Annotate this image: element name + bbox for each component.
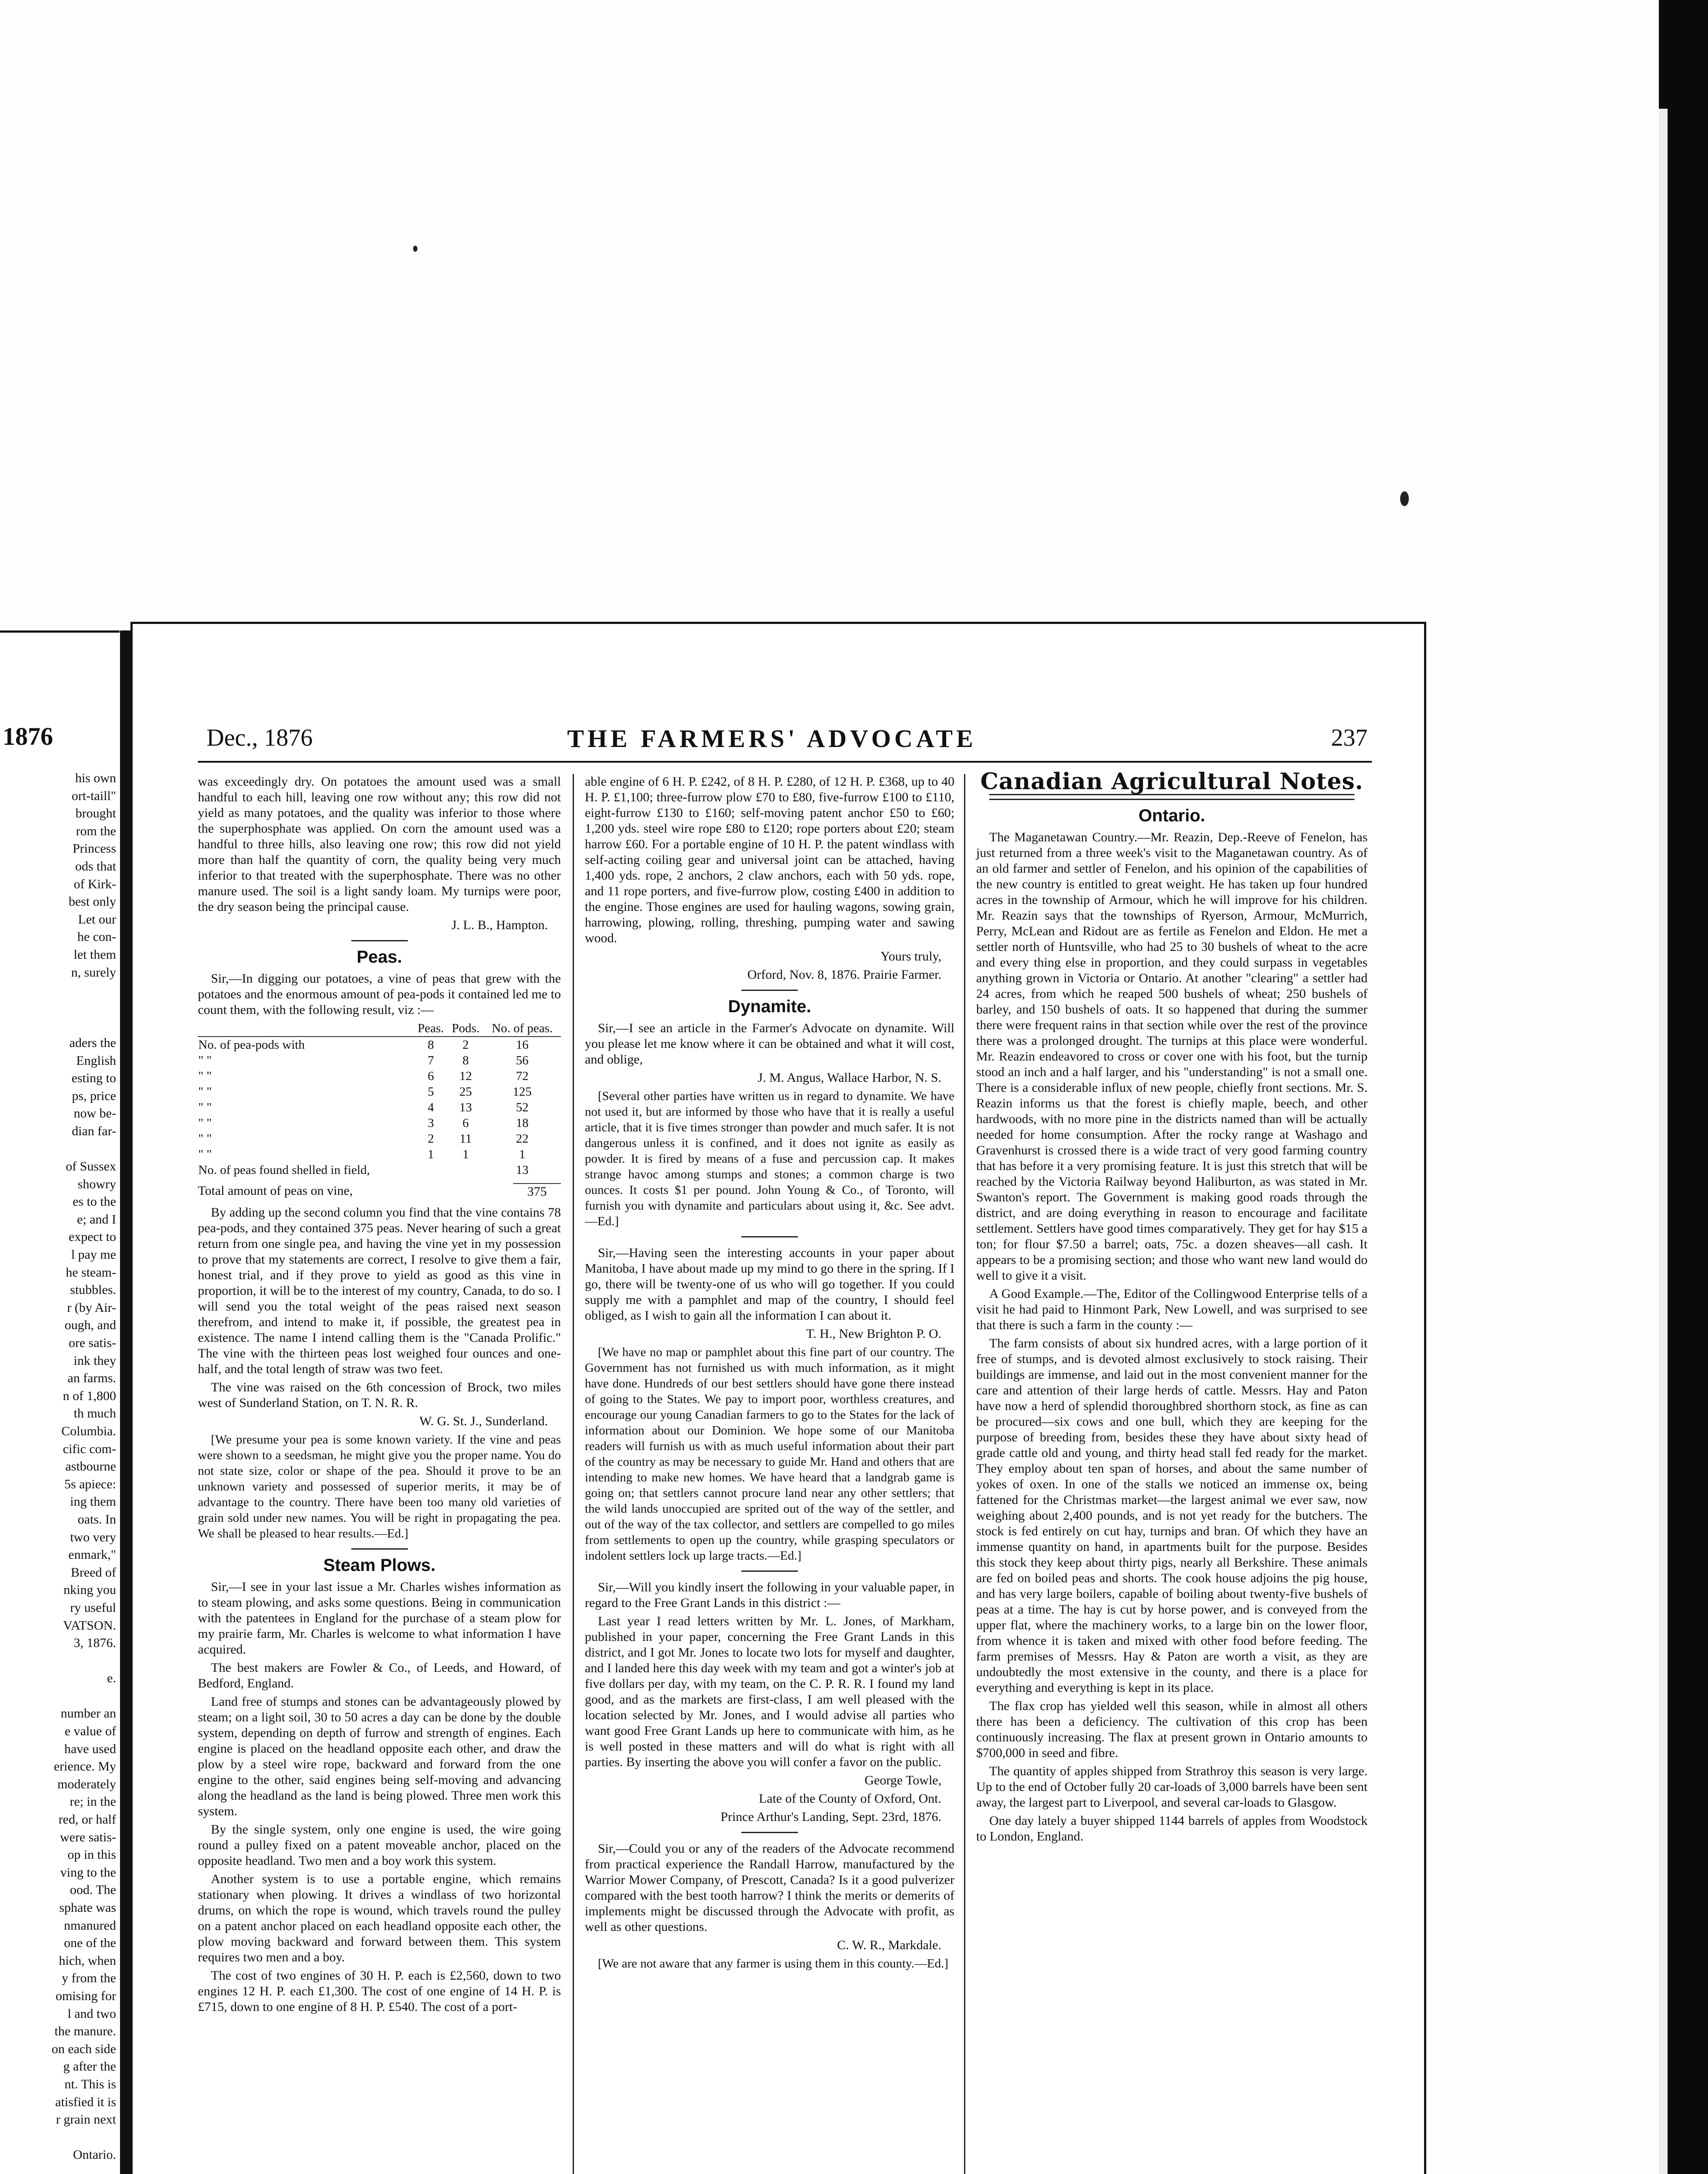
- section-title: Canadian Agricultural Notes.: [980, 768, 1364, 795]
- header-page-number: 237: [1331, 724, 1368, 751]
- text-line: best only: [68, 894, 116, 909]
- table-cell: " ": [198, 1132, 212, 1146]
- table-cell: " ": [198, 1054, 212, 1067]
- table-cell: 13: [516, 1163, 529, 1177]
- table-cell: " ": [198, 1116, 212, 1130]
- text-line: 3, 1876.: [73, 1636, 116, 1651]
- text-line: y from the: [62, 1971, 116, 1986]
- text-line: n of 1,800: [63, 1388, 116, 1403]
- previous-page-fragment: [0, 630, 120, 2174]
- article-paragraph: One day lately a buyer shipped 1144 barrels of apples from Woodstock to London, England.: [976, 1814, 1368, 1844]
- signature: J. M. Angus, Wallace Harbor, N. S.: [757, 1070, 941, 1085]
- speck: [1400, 491, 1409, 506]
- editor-note: [We are not aware that any farmer is using them in this county.—Ed.]: [598, 1957, 948, 1971]
- table-cell: [448, 1162, 484, 1178]
- table-row: [198, 1131, 561, 1147]
- text-line: atisfied it is: [55, 2094, 116, 2109]
- text-line: [5, 1687, 116, 1705]
- table-cell: " ": [198, 1085, 212, 1099]
- text-line: Princess: [73, 841, 116, 856]
- article-paragraph: By the single system, only one engine is used, the wire going round a pulley fixed on a patent moveable anchor, placed on the opposite headland. Two men and a boy work this system.: [198, 1822, 561, 1868]
- text-line: showry: [77, 1177, 116, 1191]
- signature: Orford, Nov. 8, 1876. Prairie Farmer.: [747, 967, 941, 982]
- letter-paragraph: Last year I read letters written by Mr. L. Jones, of Markham, published in your paper, concerning the Free Grant Lands in this district, and I got Mr. Jones to locate two lots for myself and daughter, and I landed here this day week with my team and got a winter's job at five dollars per day, with my team, on the C. P. R. R. I found my land good, and as the markets are first-class, I am well pleased with the location selected by Mr. Jones, and I would advise all parties who want good Free Grant Lands up here to communicate with him, as he is well posted in these matters and will do what is right with all parties. By inserting the above you will confer a favor on the public.: [585, 1614, 954, 1769]
- table-cell: " ": [198, 1100, 212, 1114]
- article-paragraph: By adding up the second column you find that the vine contains 78 pea-pods, and they contained 375 peas. Never hearing of such a great return from one single pea, and having the vine yet in my possession to prove that my statements are correct, I resolve to give them a fair, honest trial, and if they prove to yield as good as this vine in proportion, it will be to the interest of my country, Canada, to do so. I will send you the total weight of the peas raised next season therefrom, and intend to make it, if possible, the greatest pea in existence. The name I intend calling them is the "Canada Prolific." The vine with the thirteen peas lost weighed four ounces and one-half, and the total length of straw was two feet.: [198, 1205, 561, 1376]
- article-paragraph: The flax crop has yielded well this season, while in almost all others there has been a deficiency. The cultivation of this crop has been continuously increasing. The flax at present grown in Ontario amounts to $700,000 in seed and fibre.: [976, 1699, 1368, 1760]
- table-cell: 72: [516, 1069, 529, 1083]
- table-cell: [414, 1162, 448, 1178]
- header-title: THE FARMERS' ADVOCATE: [567, 724, 977, 753]
- article-continuation: was exceedingly dry. On potatoes the amount used was a small handful to each hill, leaving one row without any; this row did not yield as many potatoes, and the quality was inferior to those where the superphosphate was applied. On corn the amount used was a handful to three hills, also leaving one row; this row did not yield more than half the quantity of corn, the quality being very much inferior to that treated with the superphosphate. There was no other manure used. The soil is a light sandy loam. My turnips were poor, the dry season being the principal cause.: [198, 774, 561, 914]
- text-line: nt. This is: [64, 2077, 116, 2091]
- text-line: esting to: [71, 1071, 116, 1086]
- article-paragraph: A Good Example.—The, Editor of the Collingwood Enterprise tells of a visit he had paid to Hinmont Park, New Lowell, and was surprised to see that there is such a farm in the county :—: [976, 1287, 1368, 1332]
- article-paragraph: The cost of two engines of 30 H. P. each is £2,560, down to two engines 12 H. P. each £1,300. The cost of one engine of 14 H. P. is £715, down to one engine of 8 H. P. £540. The cost of a port-: [198, 1968, 561, 2014]
- text-line: l and two: [67, 2006, 116, 2021]
- total-label: Total amount of peas on vine,: [198, 1184, 353, 1198]
- text-line: sphate was: [59, 1901, 116, 1915]
- text-line: e.: [107, 1671, 116, 1686]
- text-line: e value of: [64, 1724, 116, 1739]
- column-1: [198, 774, 561, 2017]
- table-row: [198, 1037, 561, 1053]
- article-paragraph: Land free of stumps and stones can be advantageously plowed by steam; on a light soil, 30 to 50 acres a day can be done by the double system, depending on depth of furrow and strength of engines. Each engine is placed on the headland opposite each other, and draw the plow by a steel wire rope, backward and forward from the one engine to the other, said engines being self-moving and advancing along the headland as the land is being plowed. Three men work this system.: [198, 1694, 561, 1818]
- table-row: [198, 1068, 561, 1084]
- text-line: ink they: [73, 1353, 116, 1368]
- text-line: rom the: [76, 824, 116, 838]
- table-cell: 16: [516, 1038, 529, 1052]
- text-line: English: [76, 1053, 116, 1068]
- text-line: VATSON.: [63, 1618, 116, 1633]
- table-row: [198, 1162, 561, 1178]
- table-cell: 8: [427, 1038, 434, 1052]
- article-paragraph: The farm consists of about six hundred acres, with a large portion of it free of stumps, and is devoted almost exclusively to stock raising. Their buildings are immense, and laid out in the most convenient manner for the care and attention of their large herds of cattle. Messrs. Hay and Paton have now a herd of splendid thoroughbred shorthorn stock, as fine as can be procured—six cows and one bull, which they are keeping for the purpose of breeding from, besides these they have about sixty head of grade cattle old and young, and thirty head stall fed ready for the market. They employ about ten span of horses, and about the same number of yokes of oxen. In one of the stalls we noticed an immense ox, being fattened for the Christmas market—the largest animal we ever saw, now weighing about 2,400 pounds, and is not yet ready for the butchers. The stock is fed entirely on cut hay, turnips and bran. Of which they have an immense quantity on hand, in apartments built for the purpose. Besides this stock they keep about thirty pigs, nearly all Berkshire. These animals are fed on boiled peas and shorts. The cook house adjoins the pig house, and has very large boilers, capable of boiling about twenty-five bushels of peas at a time. The hay is cut by horse power, and is conveyed from the upper flat, where the machinery works, to a large bin on the lower floor, from whence it is taken and mixed with other food before feeding. The farm premises of Messrs. Hay & Paton are worth a visit, as they are undoubtedly the most extensive in the county, and there is a place for everything and everything is kept in its place.: [976, 1336, 1368, 1695]
- previous-page-number: 1876: [3, 722, 53, 750]
- text-line: ood. The: [70, 1883, 116, 1897]
- text-line: ry useful: [70, 1600, 116, 1615]
- editor-note: [We presume your pea is some known variety. If the vine and peas were shown to a seedsman, he might give you the proper name. You do not state size, color or shape of the pea. Should it prove to be an unknown variety and possessed of superior merits, it may be of advantage to the country. There have been too many old varieties of grain sold under new names. You will be right in propagating the pea. We shall be pleased to hear results.—Ed.]: [198, 1433, 561, 1540]
- text-line: aders the: [69, 1035, 116, 1050]
- article-paragraph: The quantity of apples shipped from Strathroy this season is very large. Up to the end of October fully 20 car-loads of 3,000 barrels have been sent away, the largest part to Liverpool, and several car-loads to Glasgow.: [976, 1764, 1368, 1810]
- text-line: [5, 2164, 116, 2174]
- text-line: re; in the: [70, 1794, 116, 1809]
- table-header: No. of peas.: [484, 1020, 561, 1037]
- text-line: omising for: [55, 1988, 116, 2003]
- film-edge: [1659, 0, 1708, 2174]
- text-line: r grain next: [56, 2112, 116, 2127]
- text-line: astbourne: [65, 1459, 116, 1474]
- table-cell: 2: [462, 1038, 469, 1052]
- text-line: [5, 1652, 116, 1670]
- table-row: [198, 1115, 561, 1131]
- text-line: nking you: [63, 1583, 116, 1597]
- text-line: n, surely: [71, 965, 116, 980]
- text-line: [5, 2129, 116, 2147]
- table-cell: 4: [427, 1100, 434, 1114]
- table-cell: 1: [519, 1147, 526, 1161]
- article-heading-dynamite: Dynamite.: [728, 997, 811, 1016]
- text-line: expect to: [68, 1230, 116, 1244]
- text-line: es to the: [73, 1194, 116, 1209]
- signature: W. G. St. J., Sunderland.: [419, 1414, 548, 1428]
- text-line: brought: [75, 806, 116, 821]
- article-paragraph: The vine was raised on the 6th concession of Brock, two miles west of Sunderland Station, on T. N. R. R.: [198, 1380, 561, 1410]
- table-cell: 52: [516, 1100, 529, 1114]
- speck: [413, 246, 417, 252]
- text-line: on each side: [51, 2041, 116, 2056]
- signature: Late of the County of Oxford, Ont.: [759, 1791, 941, 1806]
- text-line: number an: [60, 1706, 116, 1721]
- table-row: [198, 1100, 561, 1115]
- page-header: [207, 724, 1368, 759]
- column-2: [585, 774, 954, 1974]
- article-paragraph: The best makers are Fowler & Co., of Leeds, and Howard, of Bedford, England.: [198, 1661, 561, 1691]
- column-divider: [964, 774, 965, 2174]
- table-header: Pods.: [448, 1020, 484, 1037]
- signature: George Towle,: [864, 1773, 941, 1787]
- text-line: two very: [70, 1530, 116, 1544]
- text-line: ough, and: [64, 1318, 116, 1333]
- article-continuation: able engine of 6 H. P. £242, of 8 H. P. £280, of 12 H. P. £368, up to 40 H. P. £1,100; three-furrow plow £70 to £80, five-furrow £100 to £110, eight-furrow £130 to £160; self-moving patent anchor £50 to £60; 1,200 yds. steel wire rope £80 to £120; rope porters about £20; steam harrow £60. For a portable engine of 10 H. P. the patent windlass with self-acting coiling gear and universal joint can be attached, having 1,400 yds. rope, 2 anchors, 2 claw anchors, each with 50 yds. rope, and 11 rope porters, and five-furrow plow, costing £400 in addition to the engine. Those engines are used for hauling wagons, sowing grain, harrowing, plowing, rolling, threshing, pumping water and sawing wood.: [585, 774, 954, 945]
- text-line: [5, 1017, 116, 1034]
- table-cell: 7: [427, 1054, 434, 1067]
- text-line: erience. My: [53, 1759, 116, 1774]
- table-cell: 3: [427, 1116, 434, 1130]
- text-line: r (by Air-: [67, 1300, 116, 1315]
- table-cell: 125: [513, 1085, 532, 1099]
- text-line: e; and I: [77, 1212, 116, 1227]
- text-line: dian far-: [72, 1124, 116, 1138]
- text-line: ps, price: [72, 1088, 116, 1103]
- table-cell: 22: [516, 1132, 529, 1146]
- text-line: he con-: [77, 930, 116, 944]
- text-line: Columbia.: [61, 1424, 116, 1438]
- text-line: were satis-: [60, 1830, 116, 1844]
- text-line: enmark,": [68, 1547, 116, 1562]
- table-cell: 25: [459, 1085, 472, 1099]
- text-line: have used: [64, 1741, 116, 1756]
- newspaper-page: [130, 622, 1426, 2174]
- table-cell: 56: [516, 1054, 529, 1067]
- table-cell: 6: [462, 1116, 469, 1130]
- text-line: l pay me: [71, 1247, 116, 1262]
- column-divider: [573, 774, 574, 2174]
- text-line: nmanured: [64, 1918, 116, 1933]
- table-cell: 6: [427, 1069, 434, 1083]
- table-cell: 13: [459, 1100, 472, 1114]
- editor-note: [Several other parties have written us in regard to dynamite. We have not used it, but are informed by those who have that it is really a useful article, that it is five times stronger than powder and much safer. It is not dangerous unless it is confined, and it does not ignite as easily as powder. It is fired by means of a fuse and percussion cap. It makes strange havoc among stumps and stones; a common charge is two ounces. It costs $1 per pound. John Young & Co., of Toronto, will furnish you with dynamite and particulars about using it, &c. See advt.—Ed.]: [585, 1089, 954, 1228]
- text-line: [5, 981, 116, 999]
- table-row: [198, 1084, 561, 1100]
- text-line: Ontario.: [73, 2147, 116, 2162]
- text-line: ore satis-: [68, 1336, 116, 1350]
- text-line: one of the: [64, 1936, 116, 1951]
- closing: Yours truly,: [880, 949, 941, 964]
- text-line: th much: [73, 1406, 116, 1421]
- article-heading-steam-plows: Steam Plows.: [323, 1556, 436, 1575]
- text-line: Breed of: [70, 1565, 116, 1580]
- text-line: 5s apiece:: [64, 1477, 116, 1491]
- text-line: he steam-: [66, 1265, 116, 1280]
- letter-paragraph: Sir,—Will you kindly insert the following in your valuable paper, in regard to the Free Grant Lands in this district :—: [585, 1580, 954, 1610]
- text-line: his own: [75, 771, 116, 785]
- signature: T. H., New Brighton P. O.: [806, 1327, 941, 1341]
- column-3: [976, 768, 1368, 1847]
- table-cell: No. of pea-pods with: [198, 1038, 305, 1052]
- letter-paragraph: Sir,—Could you or any of the readers of the Advocate recommend from practical experience the Randall Harrow, manufactured by the Warrior Mower Company, of Prescott, Canada? Is it a good pulverizer compared with the best tooth harrow? I think the merits or demerits of implements might be discussed through the Advocate with profit, as well as other questions.: [585, 1841, 954, 1934]
- article-heading-peas: Peas.: [357, 947, 402, 967]
- signature: J. L. B., Hampton.: [451, 918, 548, 932]
- text-line: stubbles.: [70, 1283, 116, 1297]
- text-line: oats. In: [77, 1512, 116, 1527]
- previous-page-text: [5, 770, 116, 2174]
- total-value: 375: [513, 1183, 561, 1200]
- signature: Prince Arthur's Landing, Sept. 23rd, 1876.: [721, 1810, 941, 1824]
- text-line: [5, 999, 116, 1017]
- title-rule: [989, 794, 1354, 800]
- table-cell: 18: [516, 1116, 529, 1130]
- text-line: ving to the: [60, 1865, 116, 1880]
- text-line: ing them: [70, 1494, 116, 1509]
- text-line: Let our: [78, 912, 116, 927]
- table-row: [198, 1053, 561, 1068]
- page-gutter: [120, 630, 130, 2174]
- table-cell: 11: [459, 1132, 472, 1146]
- article-paragraph: Another system is to use a portable engine, which remains stationary when plowing. It drives a windlass of two horizontal drums, on which the rope is wound, which travels round the pulley on a patent anchor placed on each headland opposite each other, the plow moving backward and forward between them. This system requires two men and a boy.: [198, 1872, 561, 1964]
- text-line: the manure.: [54, 2024, 116, 2039]
- letter-paragraph: Sir,—Having seen the interesting accounts in your paper about Manitoba, I have about made up my mind to go there in the spring. If I go, there will be twenty-one of us who will go together. If you could supply me with a pamphlet and map of the country, I should feel obliged, as I wish to gain all the information I can about it.: [585, 1246, 954, 1323]
- table-cell: 2: [427, 1132, 434, 1146]
- pea-count-table: [198, 1020, 561, 1178]
- table-cell: 8: [462, 1054, 469, 1067]
- text-line: moderately: [57, 1777, 116, 1791]
- table-cell: 12: [459, 1069, 472, 1083]
- text-line: [5, 1140, 116, 1158]
- article-paragraph: Sir,—I see an article in the Farmer's Advocate on dynamite. Will you please let me know where it can be obtained and what it will cost, and oblige,: [585, 1021, 954, 1067]
- text-line: ort-taill": [71, 788, 116, 803]
- text-line: now be-: [73, 1106, 116, 1121]
- table-cell: 1: [427, 1147, 434, 1161]
- text-line: g after the: [63, 2059, 116, 2074]
- table-cell: No. of peas found shelled in field,: [198, 1163, 370, 1177]
- table-cell: " ": [198, 1069, 212, 1083]
- text-line: hich, when: [59, 1953, 116, 1968]
- header-date: Dec., 1876: [207, 724, 313, 751]
- table-cell: " ": [198, 1147, 212, 1161]
- pea-total: [198, 1183, 561, 1200]
- text-line: of Sussex: [66, 1159, 116, 1174]
- table-header: [198, 1020, 414, 1037]
- article-paragraph: The Maganetawan Country.—Mr. Reazin, Dep.-Reeve of Fenelon, has just returned from a three week's visit to the Maganetawan country. As of an old farmer and settler of Fenelon, and his opinion of the capabilities of the new country is entitled to great weight. He has taken up four hundred acres in the township of Armour, which he will improve for his children. Mr. Reazin says that the townships of Ryerson, Armour, McMurrich, Perry, McLean and Ridout are as fertile as Fenelon and Eldon. He met a settler north of Huntsville, who had 25 to 30 bushels of wheat to the acre and every thing else in proportion, and they could surpass in vegetables anything grown in Victoria or Ontario. At another "clearing" a settler had 24 acres, from which he reaped 500 bushels of wheat; 250 bushels of barley, and 150 bushels of oats. It so happened that during the summer there were frequent rains in that section while over the rest of the province there was a prolonged drought. The turnips at this place were wonderful. Mr. Reazin endeavored to cross or cover one with his foot, but the turnip stood an inch and a half larger, and his "understanding" is not a small one. There is a considerable influx of new people, chiefly front sections. Mr. S. Reazin informs us that the forest is chiefly maple, beech, and other hardwoods, with no more pine in the districts named than will be actually needed for home consumption. After the rocky range at Washago and Gravenhurst is crossed there is a wide tract of very good farming country that has before it a very promising feature. It is just this stretch that will be reached by the Victoria Railway beyond Haliburton, as was stated in Mr. Swanton's report. The Government is making good roads through the district, and are doing everything in reason to encourage and facilitate settlement. Settlers have good times comparatively. They get for hay $15 a ton; for flour $7.50 a barrel; oats, 75c. a dozen sheaves—all cash. It appears to be a promising section; and those who want new land would do well to give it a visit.: [976, 830, 1368, 1283]
- text-line: ods that: [75, 859, 116, 874]
- editor-note: [We have no map or pamphlet about this fine part of our country. The Government has not furnished us with much information, as it might have done. Hundreds of our best settlers should have gone there instead of going to the States. We pay to import poor, worthless creatures, and encourage our young Canadian farmers to go to the States for the lack of information about our Dominion. We hope some of our Manitoba readers will furnish us with as much useful information about their part of the country as may be necessary to guide Mr. Hand and others that are intending to make new homes. We have heard that a landgrab game is going on; that settlers cannot procure land near any other settlers; that the wild lands unoccupied are sprited out of the way of the settler, and out of the way of the tax collector, and settlers are compelled to go miles from settlements to open up the country, while grasping speculators or indolent settlers lock up large tracts.—Ed.]: [585, 1345, 954, 1563]
- table-row: [198, 1147, 561, 1162]
- table-cell: 1: [462, 1147, 469, 1161]
- article-paragraph: Sir,—I see in your last issue a Mr. Charles wishes information as to steam plowing, and asks some questions. Being in communication with the patentees in England for the purchase of a steam plow for my prairie farm, Mr. Charles is welcome to what information I have acquired.: [198, 1580, 561, 1657]
- table-cell: 5: [427, 1085, 434, 1099]
- header-rule: [198, 761, 1372, 763]
- article-paragraph: Sir,—In digging our potatoes, a vine of peas that grew with the potatoes and the enormous amount of pea-pods it contained led me to count them, with the following result, viz :—: [198, 971, 561, 1017]
- province-heading: Ontario.: [1138, 806, 1205, 825]
- text-line: red, or half: [58, 1812, 116, 1827]
- signature: C. W. R., Markdale.: [837, 1938, 941, 1952]
- text-line: let them: [73, 947, 116, 962]
- table-header: Peas.: [414, 1020, 448, 1037]
- text-line: of Kirk-: [73, 877, 116, 891]
- text-line: an farms.: [67, 1371, 116, 1386]
- text-line: cific com-: [63, 1441, 116, 1456]
- text-line: op in this: [67, 1847, 116, 1862]
